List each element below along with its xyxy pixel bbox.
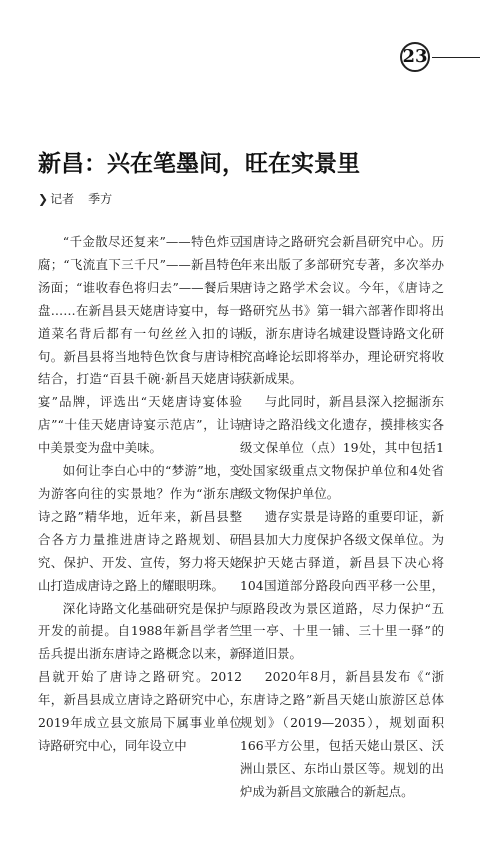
- paragraph-continuation: 国唐诗之路研究会新昌研究中心。历年来出版了多部研究专著，多次举办唐诗之路学术会议。今年，《唐诗之路研究丛书》第一辑六部著作即将出版，浙东唐诗名城建设暨诗路文化研究高峰论坛即将举办，理论研究将收获新成果。: [240, 234, 444, 387]
- article-title: 新昌：兴在笔墨间，旺在实景里: [38, 151, 360, 177]
- byline-marker-icon: ❯: [38, 192, 49, 206]
- article-column-left: [38, 231, 242, 758]
- byline-label: 记者: [50, 192, 75, 206]
- article-column-right: [240, 231, 444, 804]
- byline: [38, 191, 112, 207]
- page-header: [0, 0, 480, 70]
- page-number: 23: [400, 42, 430, 72]
- byline-author: 季方: [88, 192, 113, 206]
- paragraph: 如何让李白心中的“梦游”地，变为游客向往的实景地？作为“浙东唐诗之路”精华地，近年来，新昌县整合各方力量推进唐诗之路规划、研究、保护、开发、宣传，努力将天姥山打造成唐诗之路上的耀眼明珠。: [38, 463, 242, 593]
- paragraph: “千金散尽还复来”——特色炸豆腐；“飞流直下三千尺”——新昌特色汤面；“谁收春色将归去”——餐后果盘……在新昌县天姥唐诗宴中，每一道菜名背后都有一句丝丝入扣的诗句。新昌县将当地特色饮食与唐诗相结合，打造“百县千碗·新昌天姥唐诗宴”品牌，评选出“天姥唐诗宴体验店”“十佳天姥唐诗宴示范店”，让诗中美景变为盘中美味。: [38, 234, 242, 456]
- paragraph: 遗存实景是诗路的重要印证，新昌县加大力度保护各级文保单位。为保护天姥古驿道，新昌县下决心将104国道部分路段向西平移一公里，原路段改为景区道路，尽力保护“五里一亭、十里一铺、三十里一驿”的驿道旧景。: [240, 508, 444, 662]
- paragraph: 深化诗路文化基础研究是保护与开发的前提。自1988年新昌学者竺岳兵提出浙东唐诗之路概念以来，新昌就开始了唐诗之路研究。2012年，新昌县成立唐诗之路研究中心，2019年成立县文旅局下属事业单位诗路研究中心，同年设立中: [38, 600, 242, 753]
- paragraph: 与此同时，新昌县深入挖掘浙东唐诗之路沿线文化遗存，摸排核实各级文保单位（点）19处，其中包括1处国家级重点文物保护单位和4处省级文物保护单位。: [240, 394, 444, 501]
- paragraph: 2020年8月，新昌县发布《“浙东唐诗之路”新昌天姥山旅游区总体规划》（2019—2035），规划面积166平方公里，包括天姥山景区、沃洲山景区、东岇山景区等。规划的出炉成为新昌文旅融合的新起点。: [240, 669, 444, 799]
- header-rule: [432, 57, 480, 58]
